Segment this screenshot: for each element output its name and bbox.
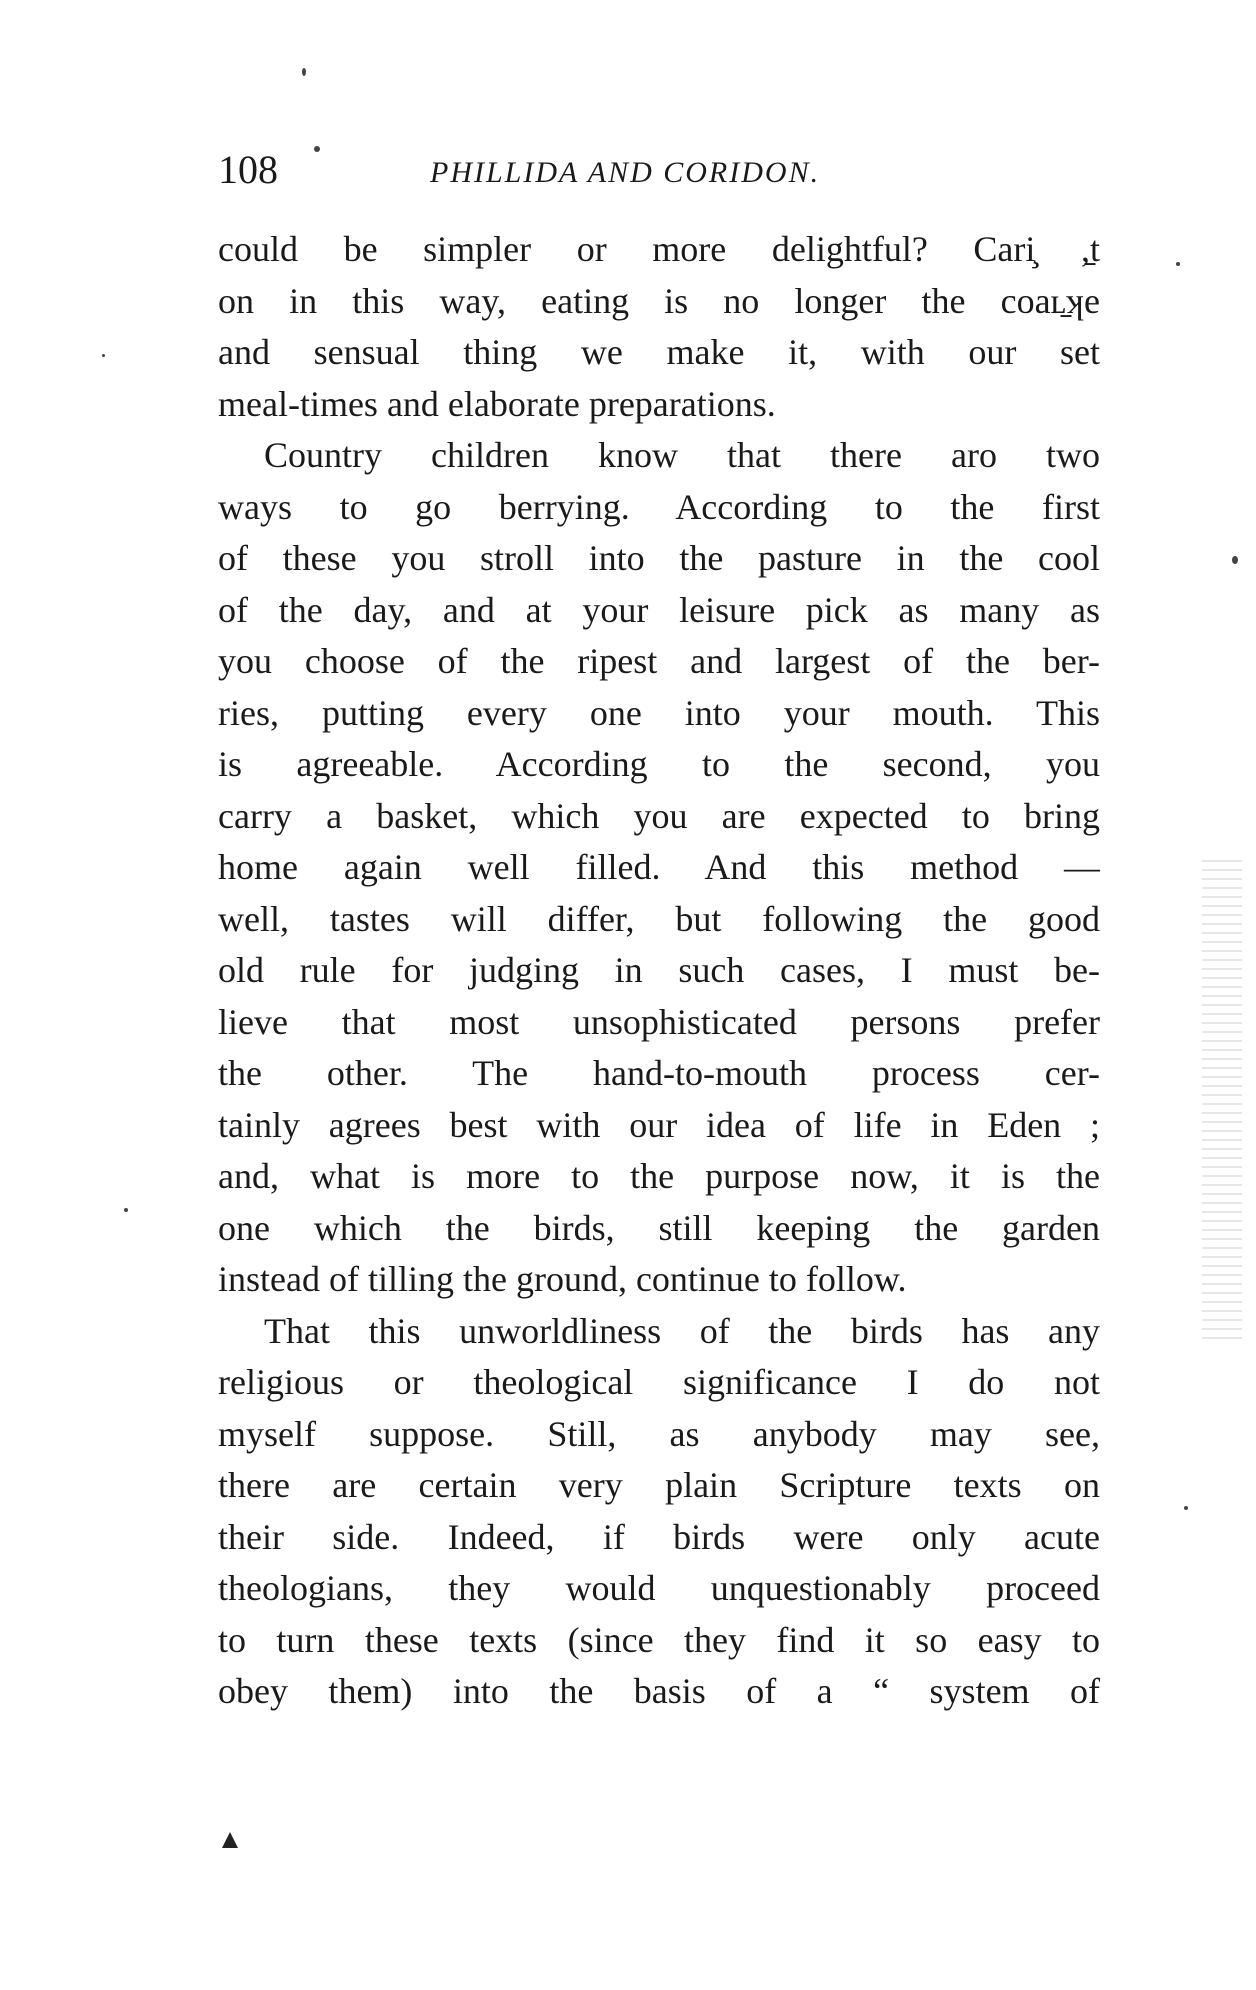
text-line: myself suppose. Still, as anybody may see, [218,1413,1100,1454]
text-line: you choose of the ripest and largest of the ber- [218,641,1100,681]
text-line: old rule for judging in such cases, I must be- [218,950,1100,990]
scan-speck [302,68,306,76]
scan-speck [314,146,320,152]
text-line: there are certain very plain Scripture texts on [218,1465,1100,1505]
text-line: obey them) into the basis of a “ system of [218,1671,1100,1711]
running-title: PHILLIDA AND CORIDON. [430,156,821,189]
text-line: could be simpler or more delightful? Cari̧ ,̱t [218,229,1100,269]
text-line: instead of tilling the ground, continue to follow. [218,1259,907,1299]
body-text [218,224,1100,1718]
text-line: home again well filled. And this method — [218,847,1100,887]
text-line: and, what is more to the purpose now, it is the [218,1156,1100,1196]
scan-speck [1232,556,1238,564]
text-line: well, tastes will differ, but following the good [218,898,1100,939]
text-line: the other. The hand-to-mouth process cer- [218,1053,1100,1093]
text-line: to turn these texts (since they find it so easy to [218,1619,1100,1660]
text-line: tainly agrees best with our idea of life in Eden ; [218,1104,1100,1145]
text-line: of the day, and at your leisure pick as many as [218,589,1100,630]
text-line: and sensual thing we make it, with our set [218,332,1100,372]
text-line: on in this way, eating is no longer the coaʟ̱ʞe [218,280,1100,321]
scan-edge-noise [1202,860,1242,1340]
printer-mark [222,1832,238,1848]
scan-speck [1184,1506,1188,1510]
scan-speck [102,354,105,357]
page-header [218,147,1098,192]
page-number: 108 [218,147,278,192]
text-line: religious or theological significance I do not [218,1362,1100,1402]
text-line: ways to go berrying. According to the first [218,486,1100,527]
text-line: one which the birds, still keeping the garden [218,1207,1100,1248]
text-line: lieve that most unsophisticated persons prefer [218,1001,1100,1042]
text-line: carry a basket, which you are expected to bring [218,795,1100,836]
text-line: theologians, they would unquestionably proceed [218,1568,1100,1608]
scan-speck [124,1208,128,1212]
paragraph-start-line: That this unworldliness of the birds has any [264,1310,1100,1351]
text-line: meal-times and elaborate preparations. [218,383,776,424]
text-line: ries, putting every one into your mouth. This [218,692,1100,733]
text-line: of these you stroll into the pasture in the cool [218,538,1100,578]
text-line: their side. Indeed, if birds were only acute [218,1516,1100,1557]
text-line: is agreeable. According to the second, you [218,744,1100,784]
paragraph-start-line: Country children know that there aro two [264,435,1100,475]
scan-speck [1176,262,1180,266]
